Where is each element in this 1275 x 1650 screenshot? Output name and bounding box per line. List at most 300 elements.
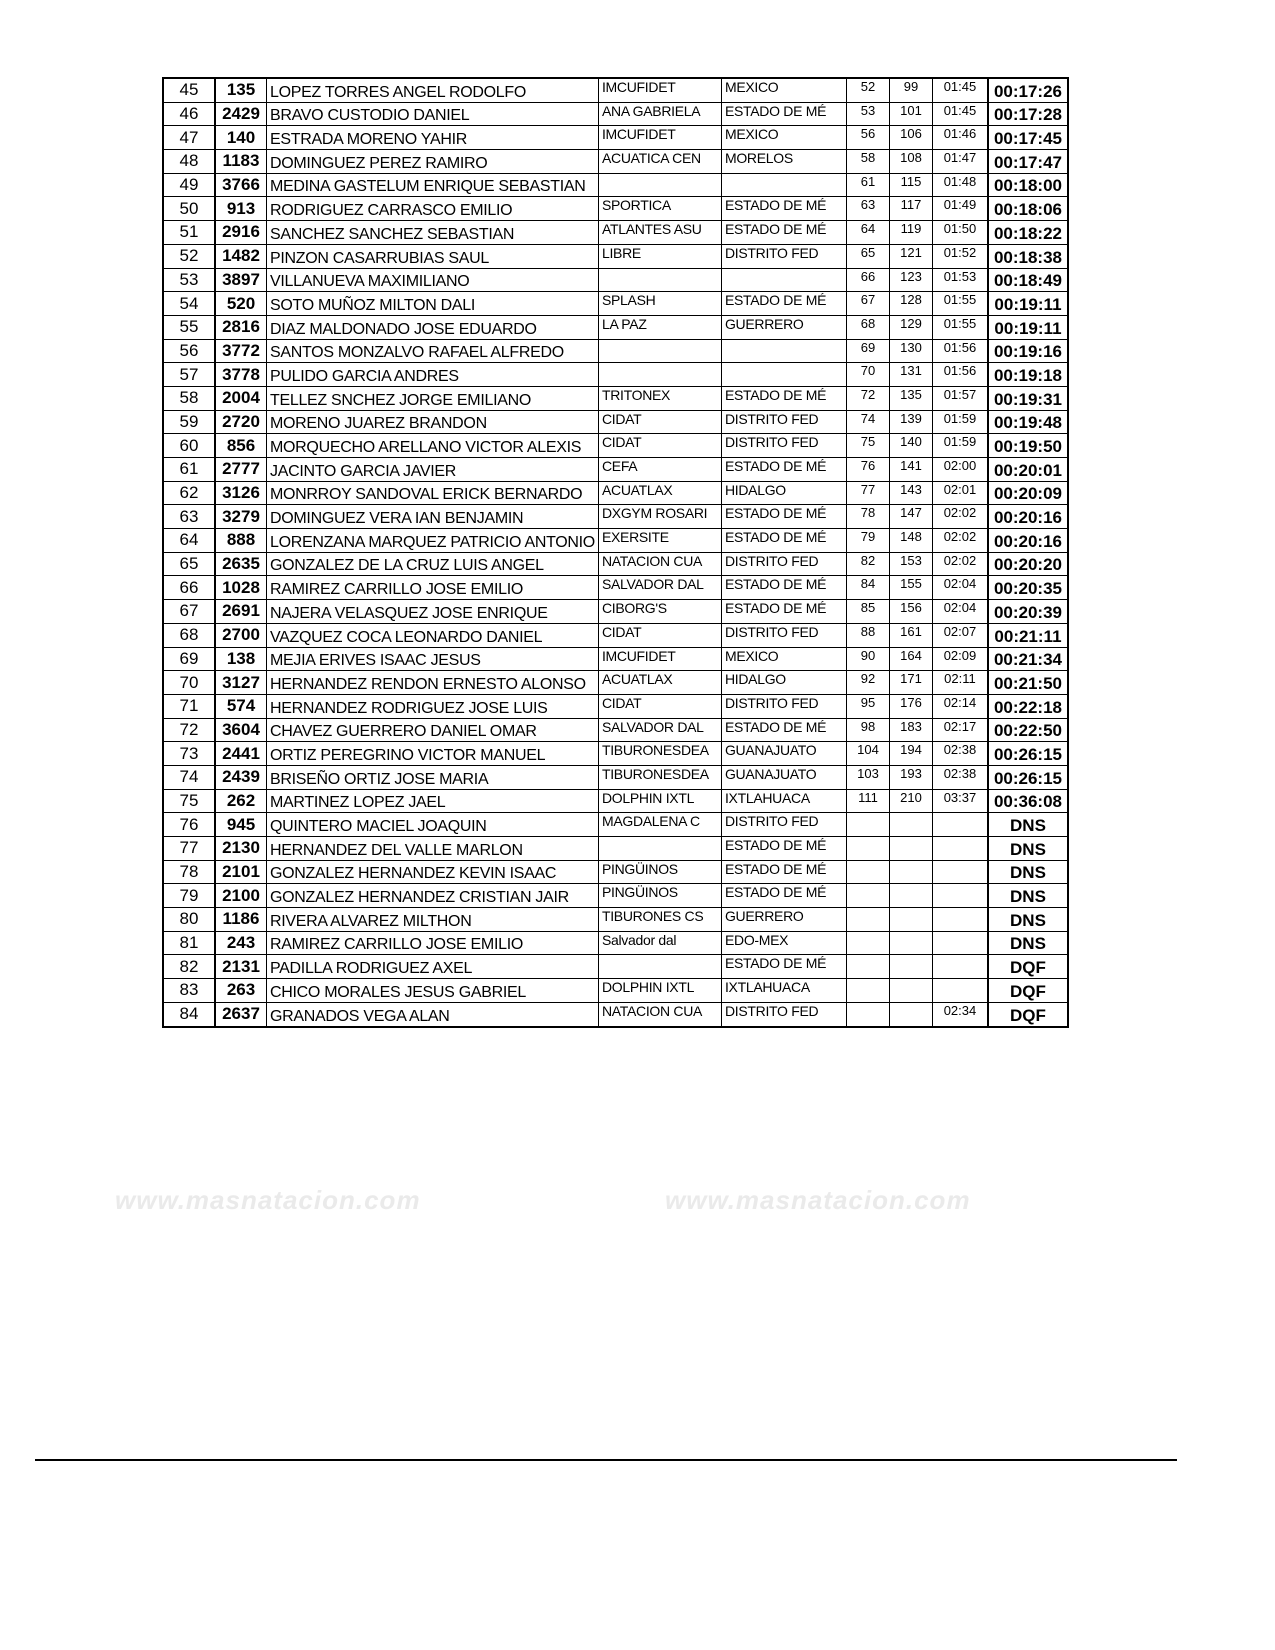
state-cell: ESTADO DE MÉ	[721, 884, 846, 908]
bib-cell: 913	[215, 197, 267, 221]
final-time-cell: 00:36:08	[988, 789, 1068, 813]
swimmer-name-cell: MORQUECHO ARELLANO VICTOR ALEXIS	[267, 434, 599, 458]
table-row	[163, 789, 1068, 813]
club-cell: SALVADOR DAL	[598, 576, 721, 600]
place-cell: 53	[163, 268, 215, 292]
rank-cell: 78	[846, 505, 889, 529]
final-time-cell: 00:26:15	[988, 765, 1068, 789]
rank-cell: 72	[846, 386, 889, 410]
table-row	[163, 694, 1068, 718]
club-cell: LA PAZ	[598, 315, 721, 339]
table-row	[163, 718, 1068, 742]
final-time-cell: 00:19:11	[988, 292, 1068, 316]
final-time-cell: DQF	[988, 955, 1068, 979]
overall-rank-cell: 194	[889, 742, 932, 766]
place-cell: 74	[163, 765, 215, 789]
state-cell: DISTRITO FED	[721, 1002, 846, 1026]
state-cell: MEXICO	[721, 126, 846, 150]
place-cell: 61	[163, 458, 215, 482]
rank-cell	[846, 884, 889, 908]
rank-cell: 95	[846, 694, 889, 718]
bib-cell: 262	[215, 789, 267, 813]
overall-rank-cell: 121	[889, 244, 932, 268]
swimmer-name-cell: BRISEÑO ORTIZ JOSE MARIA	[267, 765, 599, 789]
final-time-cell: DQF	[988, 979, 1068, 1003]
place-cell: 54	[163, 292, 215, 316]
overall-rank-cell: 141	[889, 458, 932, 482]
place-cell: 68	[163, 623, 215, 647]
split-cell: 02:04	[932, 576, 988, 600]
table-row	[163, 221, 1068, 245]
table-row	[163, 600, 1068, 624]
club-cell: IMCUFIDET	[598, 647, 721, 671]
swimmer-name-cell: BRAVO CUSTODIO DANIEL	[267, 102, 599, 126]
place-cell: 82	[163, 955, 215, 979]
split-cell: 03:37	[932, 789, 988, 813]
club-cell: SPLASH	[598, 292, 721, 316]
bib-cell: 3604	[215, 718, 267, 742]
rank-cell: 90	[846, 647, 889, 671]
swimmer-name-cell: LORENZANA MARQUEZ PATRICIO ANTONIO	[267, 529, 599, 553]
overall-rank-cell: 129	[889, 315, 932, 339]
club-cell: CIDAT	[598, 623, 721, 647]
state-cell: DISTRITO FED	[721, 623, 846, 647]
bib-cell: 2700	[215, 623, 267, 647]
bib-cell: 3897	[215, 268, 267, 292]
split-cell	[932, 908, 988, 932]
place-cell: 47	[163, 126, 215, 150]
table-row	[163, 529, 1068, 553]
final-time-cell: 00:17:45	[988, 126, 1068, 150]
state-cell: ESTADO DE MÉ	[721, 529, 846, 553]
place-cell: 45	[163, 78, 215, 102]
state-cell	[721, 363, 846, 387]
state-cell: HIDALGO	[721, 481, 846, 505]
swimmer-name-cell: QUINTERO MACIEL JOAQUIN	[267, 813, 599, 837]
swimmer-name-cell: MEJIA ERIVES ISAAC JESUS	[267, 647, 599, 671]
bib-cell: 135	[215, 78, 267, 102]
place-cell: 63	[163, 505, 215, 529]
split-cell: 01:52	[932, 244, 988, 268]
state-cell: DISTRITO FED	[721, 552, 846, 576]
table-row	[163, 647, 1068, 671]
table-row	[163, 505, 1068, 529]
swimmer-name-cell: HERNANDEZ DEL VALLE MARLON	[267, 837, 599, 861]
rank-cell: 61	[846, 173, 889, 197]
final-time-cell: 00:26:15	[988, 742, 1068, 766]
bib-cell: 138	[215, 647, 267, 671]
overall-rank-cell	[889, 979, 932, 1003]
club-cell	[598, 837, 721, 861]
rank-cell	[846, 837, 889, 861]
bib-cell: 2441	[215, 742, 267, 766]
final-time-cell: 00:19:31	[988, 386, 1068, 410]
table-row	[163, 837, 1068, 861]
rank-cell: 111	[846, 789, 889, 813]
state-cell: ESTADO DE MÉ	[721, 221, 846, 245]
table-row	[163, 979, 1068, 1003]
rank-cell	[846, 1002, 889, 1026]
rank-cell: 92	[846, 671, 889, 695]
split-cell: 02:38	[932, 765, 988, 789]
overall-rank-cell: 148	[889, 529, 932, 553]
bib-cell: 2916	[215, 221, 267, 245]
rank-cell: 70	[846, 363, 889, 387]
table-row	[163, 860, 1068, 884]
club-cell	[598, 339, 721, 363]
table-row	[163, 268, 1068, 292]
overall-rank-cell: 143	[889, 481, 932, 505]
final-time-cell: 00:21:11	[988, 623, 1068, 647]
place-cell: 60	[163, 434, 215, 458]
split-cell	[932, 860, 988, 884]
swimmer-name-cell: SANCHEZ SANCHEZ SEBASTIAN	[267, 221, 599, 245]
overall-rank-cell	[889, 931, 932, 955]
place-cell: 69	[163, 647, 215, 671]
split-cell: 01:56	[932, 339, 988, 363]
swimmer-name-cell: GRANADOS VEGA ALAN	[267, 1002, 599, 1026]
final-time-cell: 00:21:50	[988, 671, 1068, 695]
split-cell: 01:45	[932, 78, 988, 102]
swimmer-name-cell: RIVERA ALVAREZ MILTHON	[267, 908, 599, 932]
table-row	[163, 78, 1068, 102]
state-cell: ESTADO DE MÉ	[721, 386, 846, 410]
place-cell: 55	[163, 315, 215, 339]
swimmer-name-cell: ORTIZ PEREGRINO VICTOR MANUEL	[267, 742, 599, 766]
split-cell: 02:01	[932, 481, 988, 505]
rank-cell: 67	[846, 292, 889, 316]
club-cell: ACUATLAX	[598, 481, 721, 505]
final-time-cell: 00:17:28	[988, 102, 1068, 126]
swimmer-name-cell: SOTO MUÑOZ MILTON DALI	[267, 292, 599, 316]
overall-rank-cell: 140	[889, 434, 932, 458]
split-cell: 01:56	[932, 363, 988, 387]
table-row	[163, 671, 1068, 695]
swimmer-name-cell: PULIDO GARCIA ANDRES	[267, 363, 599, 387]
state-cell: GUERRERO	[721, 908, 846, 932]
swimmer-name-cell: HERNANDEZ RENDON ERNESTO ALONSO	[267, 671, 599, 695]
place-cell: 57	[163, 363, 215, 387]
swimmer-name-cell: RAMIREZ CARRILLO JOSE EMILIO	[267, 931, 599, 955]
rank-cell: 52	[846, 78, 889, 102]
club-cell: ACUATICA CEN	[598, 150, 721, 174]
split-cell: 02:17	[932, 718, 988, 742]
table-row	[163, 765, 1068, 789]
split-cell: 02:02	[932, 529, 988, 553]
rank-cell: 98	[846, 718, 889, 742]
swimmer-name-cell: PINZON CASARRUBIAS SAUL	[267, 244, 599, 268]
state-cell: ESTADO DE MÉ	[721, 292, 846, 316]
swimmer-name-cell: VAZQUEZ COCA LEONARDO DANIEL	[267, 623, 599, 647]
table-row	[163, 884, 1068, 908]
bib-cell: 2777	[215, 458, 267, 482]
final-time-cell: 00:19:50	[988, 434, 1068, 458]
swimmer-name-cell: JACINTO GARCIA JAVIER	[267, 458, 599, 482]
state-cell: EDO-MEX	[721, 931, 846, 955]
table-row	[163, 742, 1068, 766]
club-cell: DXGYM ROSARI	[598, 505, 721, 529]
club-cell: ATLANTES ASU	[598, 221, 721, 245]
table-row	[163, 552, 1068, 576]
overall-rank-cell: 171	[889, 671, 932, 695]
rank-cell: 104	[846, 742, 889, 766]
club-cell: SALVADOR DAL	[598, 718, 721, 742]
bib-cell: 3766	[215, 173, 267, 197]
swimmer-name-cell: SANTOS MONZALVO RAFAEL ALFREDO	[267, 339, 599, 363]
swimmer-name-cell: MARTINEZ LOPEZ JAEL	[267, 789, 599, 813]
place-cell: 65	[163, 552, 215, 576]
table-row	[163, 410, 1068, 434]
place-cell: 58	[163, 386, 215, 410]
table-row	[163, 292, 1068, 316]
club-cell: TIBURONES CS	[598, 908, 721, 932]
table-row	[163, 813, 1068, 837]
swimmer-name-cell: VILLANUEVA MAXIMILIANO	[267, 268, 599, 292]
overall-rank-cell: 156	[889, 600, 932, 624]
bib-cell: 1183	[215, 150, 267, 174]
overall-rank-cell: 115	[889, 173, 932, 197]
swimmer-name-cell: CHICO MORALES JESUS GABRIEL	[267, 979, 599, 1003]
bib-cell: 3778	[215, 363, 267, 387]
split-cell: 02:02	[932, 552, 988, 576]
place-cell: 72	[163, 718, 215, 742]
rank-cell: 75	[846, 434, 889, 458]
place-cell: 70	[163, 671, 215, 695]
overall-rank-cell: 128	[889, 292, 932, 316]
final-time-cell: 00:20:16	[988, 505, 1068, 529]
bib-cell: 2130	[215, 837, 267, 861]
bib-cell: 2635	[215, 552, 267, 576]
state-cell: ESTADO DE MÉ	[721, 458, 846, 482]
club-cell: DOLPHIN IXTL	[598, 979, 721, 1003]
club-cell: CIDAT	[598, 694, 721, 718]
bib-cell: 2691	[215, 600, 267, 624]
state-cell	[721, 268, 846, 292]
swimmer-name-cell: MEDINA GASTELUM ENRIQUE SEBASTIAN	[267, 173, 599, 197]
state-cell: GUERRERO	[721, 315, 846, 339]
final-time-cell: DNS	[988, 813, 1068, 837]
rank-cell: 66	[846, 268, 889, 292]
rank-cell: 79	[846, 529, 889, 553]
state-cell: DISTRITO FED	[721, 244, 846, 268]
state-cell: IXTLAHUACA	[721, 789, 846, 813]
split-cell: 02:38	[932, 742, 988, 766]
place-cell: 71	[163, 694, 215, 718]
rank-cell	[846, 908, 889, 932]
place-cell: 75	[163, 789, 215, 813]
place-cell: 56	[163, 339, 215, 363]
split-cell: 01:53	[932, 268, 988, 292]
club-cell: CIDAT	[598, 434, 721, 458]
bib-cell: 140	[215, 126, 267, 150]
overall-rank-cell: 135	[889, 386, 932, 410]
bib-cell: 3279	[215, 505, 267, 529]
rank-cell: 84	[846, 576, 889, 600]
rank-cell	[846, 931, 889, 955]
place-cell: 48	[163, 150, 215, 174]
final-time-cell: 00:18:22	[988, 221, 1068, 245]
rank-cell: 82	[846, 552, 889, 576]
overall-rank-cell: 131	[889, 363, 932, 387]
state-cell: HIDALGO	[721, 671, 846, 695]
club-cell: EXERSITE	[598, 529, 721, 553]
state-cell: DISTRITO FED	[721, 813, 846, 837]
club-cell: LIBRE	[598, 244, 721, 268]
swimmer-name-cell: CHAVEZ GUERRERO DANIEL OMAR	[267, 718, 599, 742]
table-row	[163, 1002, 1068, 1026]
bib-cell: 2439	[215, 765, 267, 789]
final-time-cell: 00:22:18	[988, 694, 1068, 718]
place-cell: 76	[163, 813, 215, 837]
split-cell: 01:55	[932, 292, 988, 316]
rank-cell: 56	[846, 126, 889, 150]
split-cell: 02:02	[932, 505, 988, 529]
split-cell: 02:04	[932, 600, 988, 624]
state-cell: ESTADO DE MÉ	[721, 860, 846, 884]
bib-cell: 888	[215, 529, 267, 553]
club-cell: NATACION CUA	[598, 552, 721, 576]
rank-cell: 58	[846, 150, 889, 174]
place-cell: 64	[163, 529, 215, 553]
overall-rank-cell: 193	[889, 765, 932, 789]
overall-rank-cell	[889, 884, 932, 908]
state-cell: ESTADO DE MÉ	[721, 955, 846, 979]
table-row	[163, 623, 1068, 647]
swimmer-name-cell: NAJERA VELASQUEZ JOSE ENRIQUE	[267, 600, 599, 624]
swimmer-name-cell: GONZALEZ DE LA CRUZ LUIS ANGEL	[267, 552, 599, 576]
club-cell: TRITONEX	[598, 386, 721, 410]
split-cell: 02:14	[932, 694, 988, 718]
bib-cell: 2131	[215, 955, 267, 979]
table-row	[163, 150, 1068, 174]
swimmer-name-cell: ESTRADA MORENO YAHIR	[267, 126, 599, 150]
bib-cell: 1482	[215, 244, 267, 268]
club-cell: DOLPHIN IXTL	[598, 789, 721, 813]
bib-cell: 2816	[215, 315, 267, 339]
club-cell: SPORTICA	[598, 197, 721, 221]
swimmer-name-cell: DOMINGUEZ VERA IAN BENJAMIN	[267, 505, 599, 529]
final-time-cell: 00:20:01	[988, 458, 1068, 482]
split-cell	[932, 884, 988, 908]
swimmer-name-cell: HERNANDEZ RODRIGUEZ JOSE LUIS	[267, 694, 599, 718]
overall-rank-cell: 153	[889, 552, 932, 576]
swimmer-name-cell: GONZALEZ HERNANDEZ KEVIN ISAAC	[267, 860, 599, 884]
club-cell: CIBORG'S	[598, 600, 721, 624]
state-cell: MEXICO	[721, 78, 846, 102]
place-cell: 80	[163, 908, 215, 932]
state-cell: MEXICO	[721, 647, 846, 671]
final-time-cell: 00:21:34	[988, 647, 1068, 671]
place-cell: 83	[163, 979, 215, 1003]
footer-divider	[35, 1459, 1177, 1461]
state-cell: ESTADO DE MÉ	[721, 505, 846, 529]
bib-cell: 520	[215, 292, 267, 316]
split-cell: 01:55	[932, 315, 988, 339]
final-time-cell: DQF	[988, 1002, 1068, 1026]
final-time-cell: DNS	[988, 931, 1068, 955]
bib-cell: 3772	[215, 339, 267, 363]
split-cell: 02:07	[932, 623, 988, 647]
overall-rank-cell: 130	[889, 339, 932, 363]
watermark: www.masnatacion.com	[115, 1185, 421, 1215]
final-time-cell: 00:18:49	[988, 268, 1068, 292]
rank-cell: 74	[846, 410, 889, 434]
rank-cell: 68	[846, 315, 889, 339]
overall-rank-cell: 108	[889, 150, 932, 174]
table-row	[163, 908, 1068, 932]
final-time-cell: DNS	[988, 837, 1068, 861]
rank-cell: 64	[846, 221, 889, 245]
club-cell: MAGDALENA C	[598, 813, 721, 837]
place-cell: 49	[163, 173, 215, 197]
place-cell: 50	[163, 197, 215, 221]
rank-cell	[846, 860, 889, 884]
final-time-cell: 00:19:16	[988, 339, 1068, 363]
overall-rank-cell: 161	[889, 623, 932, 647]
final-time-cell: DNS	[988, 908, 1068, 932]
state-cell: MORELOS	[721, 150, 846, 174]
club-cell: TIBURONESDEA	[598, 765, 721, 789]
table-row	[163, 173, 1068, 197]
club-cell: ANA GABRIELA	[598, 102, 721, 126]
final-time-cell: 00:17:47	[988, 150, 1068, 174]
rank-cell: 85	[846, 600, 889, 624]
overall-rank-cell: 183	[889, 718, 932, 742]
overall-rank-cell: 123	[889, 268, 932, 292]
overall-rank-cell: 119	[889, 221, 932, 245]
overall-rank-cell	[889, 908, 932, 932]
bib-cell: 3127	[215, 671, 267, 695]
state-cell: DISTRITO FED	[721, 410, 846, 434]
overall-rank-cell: 139	[889, 410, 932, 434]
table-row	[163, 197, 1068, 221]
split-cell: 01:48	[932, 173, 988, 197]
state-cell: ESTADO DE MÉ	[721, 600, 846, 624]
rank-cell	[846, 813, 889, 837]
bib-cell: 243	[215, 931, 267, 955]
club-cell	[598, 363, 721, 387]
swimmer-name-cell: MONRROY SANDOVAL ERICK BERNARDO	[267, 481, 599, 505]
overall-rank-cell: 176	[889, 694, 932, 718]
state-cell: DISTRITO FED	[721, 694, 846, 718]
overall-rank-cell: 117	[889, 197, 932, 221]
bib-cell: 2004	[215, 386, 267, 410]
rank-cell: 77	[846, 481, 889, 505]
final-time-cell: 00:18:06	[988, 197, 1068, 221]
split-cell: 02:11	[932, 671, 988, 695]
split-cell: 02:09	[932, 647, 988, 671]
table-row	[163, 102, 1068, 126]
rank-cell: 88	[846, 623, 889, 647]
state-cell	[721, 339, 846, 363]
table-row	[163, 955, 1068, 979]
bib-cell: 1186	[215, 908, 267, 932]
overall-rank-cell: 155	[889, 576, 932, 600]
state-cell: ESTADO DE MÉ	[721, 102, 846, 126]
bib-cell: 263	[215, 979, 267, 1003]
bib-cell: 2637	[215, 1002, 267, 1026]
overall-rank-cell: 106	[889, 126, 932, 150]
final-time-cell: 00:18:38	[988, 244, 1068, 268]
club-cell: ACUATLAX	[598, 671, 721, 695]
table-row	[163, 931, 1068, 955]
rank-cell: 69	[846, 339, 889, 363]
table-row	[163, 315, 1068, 339]
final-time-cell: 00:19:11	[988, 315, 1068, 339]
place-cell: 66	[163, 576, 215, 600]
final-time-cell: 00:20:09	[988, 481, 1068, 505]
bib-cell: 1028	[215, 576, 267, 600]
